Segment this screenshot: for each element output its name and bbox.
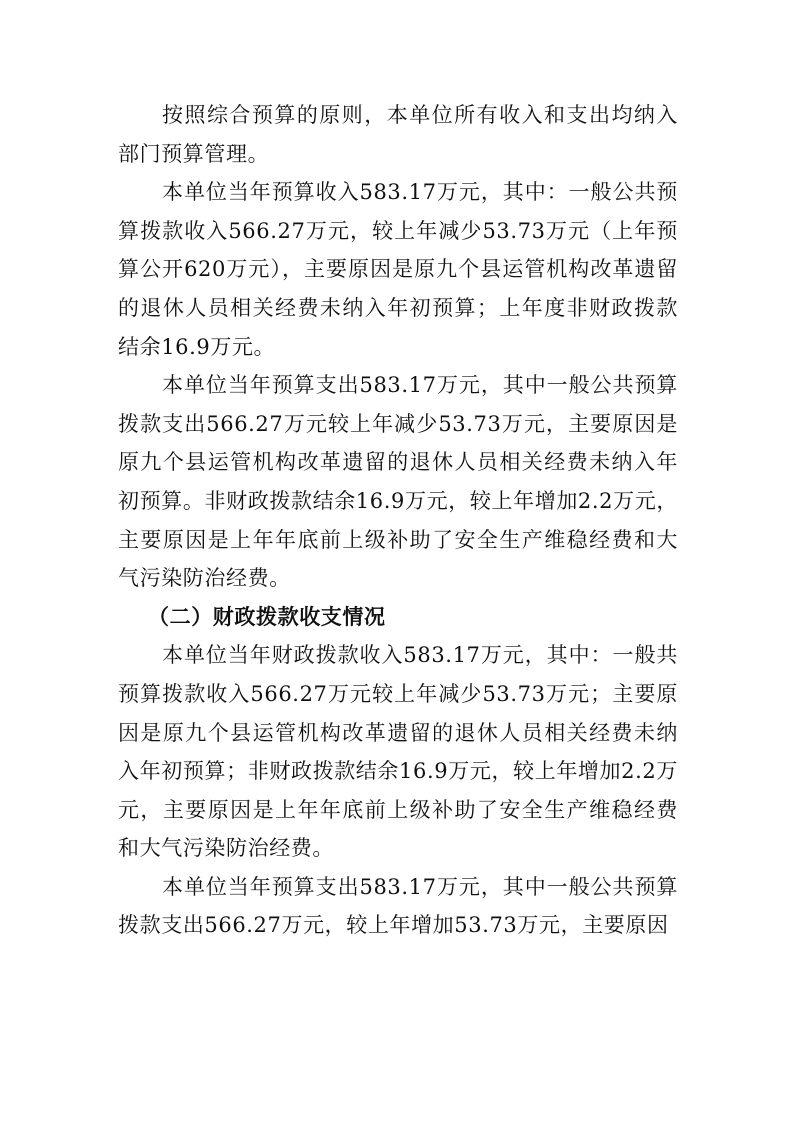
section-heading: （二）财政拨款收支情况: [148, 603, 386, 629]
paragraph-budget-principle: 按照综合预算的原则，本单位所有收入和支出均纳入部门预算管理。: [118, 103, 678, 166]
paragraph-fiscal-expenditure: 本单位当年预算支出583.17万元，其中一般公共预算拨款支出566.27万元，较上年增加53.73万元，主要原因: [118, 874, 678, 938]
document-page: [118, 96, 678, 945]
paragraph-budget-expenditure: 本单位当年预算支出583.17万元，其中一般公共预算拨款支出566.27万元较上年减少53.73万元，主要原因是原九个县运管机构改革遗留的退休人员相关经费未纳入年初预算。非财政拨款结余16.9万元，较上年增加2.2万元，主要原因是上年年底前上级补助了安全生产维稳经费和大气污染防治经费。: [118, 373, 678, 591]
paragraph-fiscal-income: 本单位当年财政拨款收入583.17万元，其中：一般共预算拨款收入566.27万元较上年减少53.73万元；主要原因是原九个县运管机构改革遗留的退休人员相关经费未纳入年初预算；非财政拨款结余16.9万元，较上年增加2.2万元，主要原因是上年年底前上级补助了安全生产维稳经费和大气污染防治经费。: [118, 643, 678, 861]
paragraph-budget-income: 本单位当年预算收入583.17万元，其中：一般公共预算拨款收入566.27万元，较上年减少53.73万元（上年预算公开620万元），主要原因是原九个县运管机构改革遗留的退休人员相关经费未纳入年初预算；上年度非财政拨款结余16.9万元。: [118, 180, 678, 359]
